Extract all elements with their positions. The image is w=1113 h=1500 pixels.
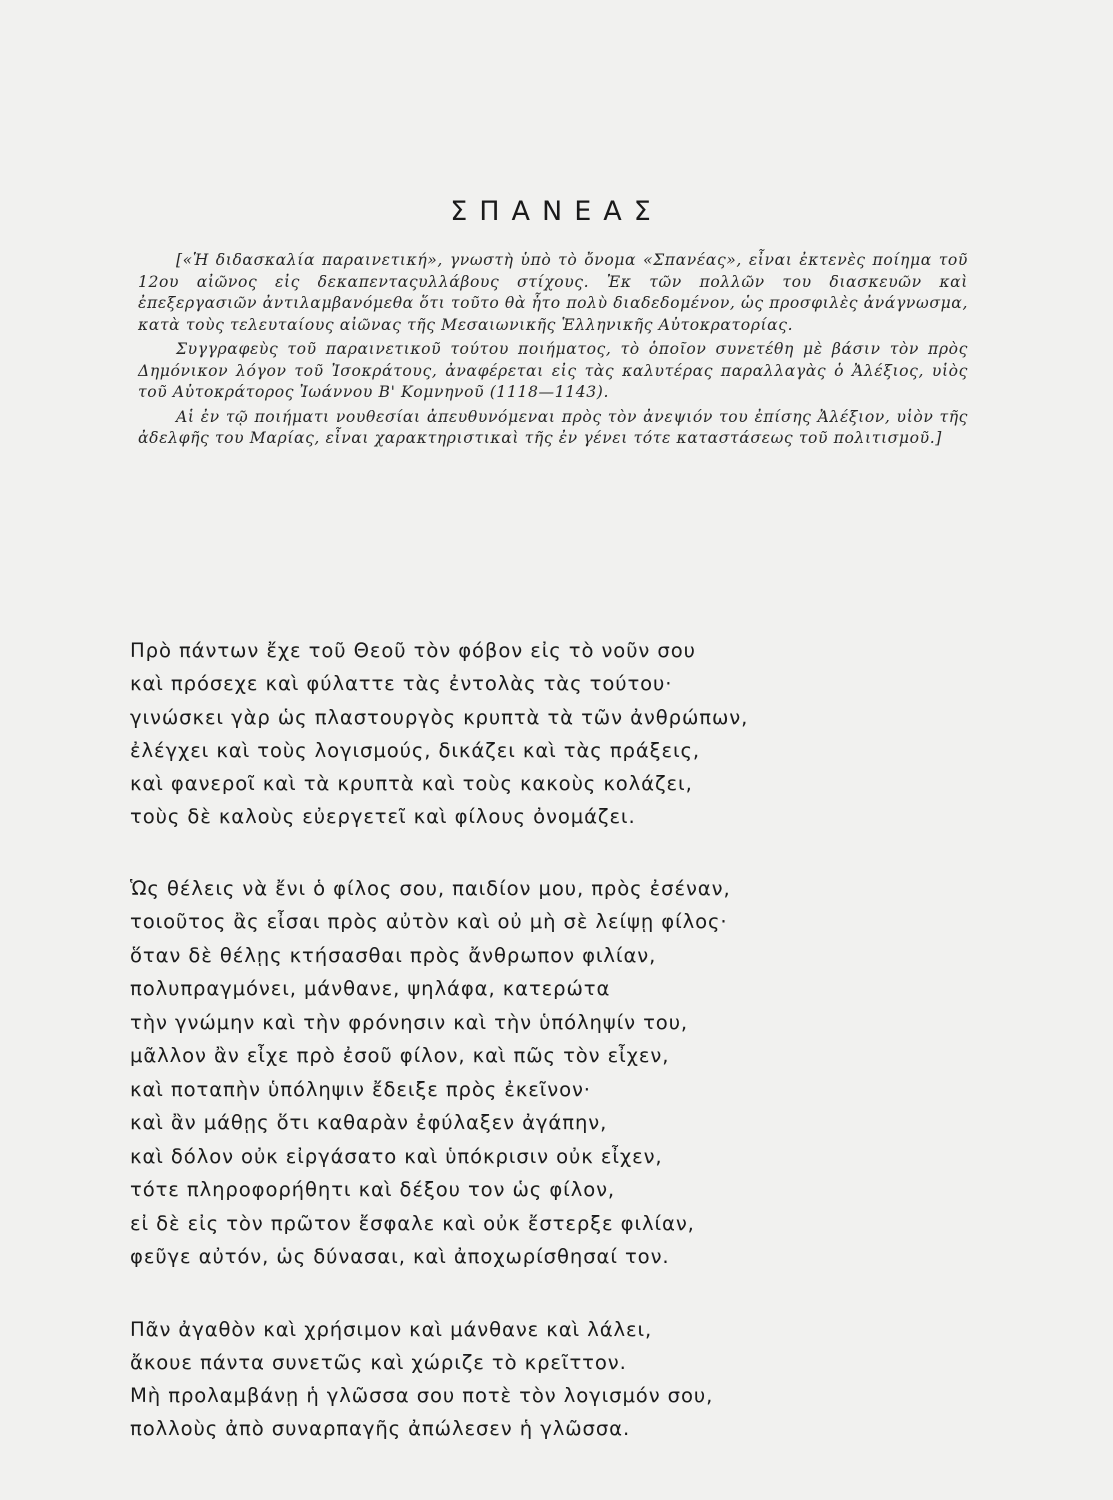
verse-line: καὶ φανεροῖ καὶ τὰ κρυπτὰ καὶ τοὺς κακοὺς κολάζει, bbox=[130, 772, 693, 796]
verse-line: τότε πληροφορήθητι καὶ δέξου τον ὡς φίλον, bbox=[130, 1178, 616, 1202]
verse-line: ὅταν δὲ θέλῃς κτήσασθαι πρὸς ἄνθρωπον φιλίαν, bbox=[130, 943, 657, 967]
verse-line: γινώσκει γὰρ ὡς πλαστουργὸς κρυπτὰ τὰ τῶν ἀνθρώπων, bbox=[130, 705, 749, 729]
introduction-note bbox=[138, 250, 968, 453]
poem-text bbox=[130, 634, 950, 1445]
verse-line: Ὡς θέλεις νὰ ἔνι ὁ φίλος σου, παιδίον μου, πρὸς ἐσέναν, bbox=[130, 876, 731, 900]
stanza-3 bbox=[130, 1313, 950, 1445]
verse-line: τοιοῦτος ἂς εἶσαι πρὸς αὐτὸν καὶ οὐ μὴ σὲ λείψῃ φίλος· bbox=[130, 910, 728, 934]
intro-paragraph: Αἱ ἐν τῷ ποιήματι νουθεσίαι ἀπευθυνόμεναι πρὸς τὸν ἀνεψιόν του ἐπίσης Ἀλέξιον, υἱὸν τῆς ἀδελφῆς του Μαρίας, εἶναι χαρακτηριστικαὶ τῆς ἐν γένει τότε καταστάσεως τοῦ πολιτισμοῦ.] bbox=[138, 407, 968, 447]
verse-line: καὶ πρόσεχε καὶ φύλαττε τὰς ἐντολὰς τὰς τούτου· bbox=[130, 672, 673, 696]
verse-line: τοὺς δὲ καλοὺς εὐεργετεῖ καὶ φίλους ὀνομάζει. bbox=[130, 805, 636, 829]
verse-line: καὶ ἂν μάθῃς ὅτι καθαρὰν ἐφύλαξεν ἀγάπην, bbox=[130, 1111, 608, 1135]
verse-line: πολυπραγμόνει, μάνθανε, ψηλάφα, κατερώτα bbox=[130, 977, 611, 1001]
verse-line: Μὴ προλαμβάνῃ ἡ γλῶσσα σου ποτὲ τὸν λογισμόν σου, bbox=[130, 1383, 714, 1407]
verse-line: φεῦγε αὐτόν, ὡς δύνασαι, καὶ ἀποχωρίσθησαί τον. bbox=[130, 1245, 670, 1269]
intro-paragraph: Συγγραφεὺς τοῦ παραινετικοῦ τούτου ποιήματος, τὸ ὁποῖον συνετέθη μὲ βάσιν τὸν πρὸς Δημόνικον λόγον τοῦ Ἰσοκράτους, ἀναφέρεται εἰς τὰς καλυτέρας παραλλαγὰς ὁ Ἀλέξιος, υἱὸς τοῦ Αὐτοκράτορος Ἰωάννου Β' Κομνηνοῦ (1118—1143). bbox=[138, 340, 968, 401]
stanza-2 bbox=[130, 872, 950, 1274]
verse-line: καὶ ποταπὴν ὑπόληψιν ἔδειξε πρὸς ἐκεῖνον· bbox=[130, 1077, 591, 1101]
verse-line: καὶ δόλον οὐκ εἰργάσατο καὶ ὑπόκρισιν οὐκ εἶχεν, bbox=[130, 1144, 663, 1168]
verse-line: ἄκουε πάντα συνετῶς καὶ χώριζε τὸ κρεῖττον. bbox=[130, 1350, 627, 1374]
stanza-1 bbox=[130, 634, 950, 834]
verse-line: εἰ δὲ εἰς τὸν πρῶτον ἔσφαλε καὶ οὐκ ἔστερξε φιλίαν, bbox=[130, 1211, 695, 1235]
page-title: ΣΠΑΝΕΑΣ bbox=[450, 196, 663, 227]
verse-line: Πᾶν ἀγαθὸν καὶ χρήσιμον καὶ μάνθανε καὶ λάλει, bbox=[130, 1317, 653, 1341]
verse-line: πολλοὺς ἀπὸ συναρπαγῆς ἀπώλεσεν ἡ γλῶσσα. bbox=[130, 1416, 631, 1440]
verse-line: τὴν γνώμην καὶ τὴν φρόνησιν καὶ τὴν ὑπόληψίν του, bbox=[130, 1010, 689, 1034]
verse-line: μᾶλλον ἂν εἶχε πρὸ ἐσοῦ φίλον, καὶ πῶς τὸν εἶχεν, bbox=[130, 1044, 670, 1068]
intro-paragraph: [«Ἡ διδασκαλία παραινετική», γνωστὴ ὑπὸ τὸ ὄνομα «Σπανέας», εἶναι ἐκτενὲς ποίημα τοῦ 12ου αἰῶνος εἰς δεκαπενταςυλλάβους στίχους. Ἐκ τῶν πολλῶν του διασκευῶν καὶ ἐπεξεργασιῶν ἀντιλαμβανόμεθα ὅτι τοῦτο θὰ ἦτο πολὺ διαδεδομένον, ὡς προσφιλὲς ἀνάγνωσμα, κατὰ τοὺς τελευταίους αἰῶνας τῆς Μεσαιωνικῆς Ἑλληνικῆς Αὐτοκρατορίας. bbox=[138, 251, 968, 334]
verse-line: Πρὸ πάντων ἔχε τοῦ Θεοῦ τὸν φόβον εἰς τὸ νοῦν σου bbox=[130, 639, 696, 662]
verse-line: ἐλέγχει καὶ τοὺς λογισμούς, δικάζει καὶ τὰς πράξεις, bbox=[130, 738, 701, 762]
